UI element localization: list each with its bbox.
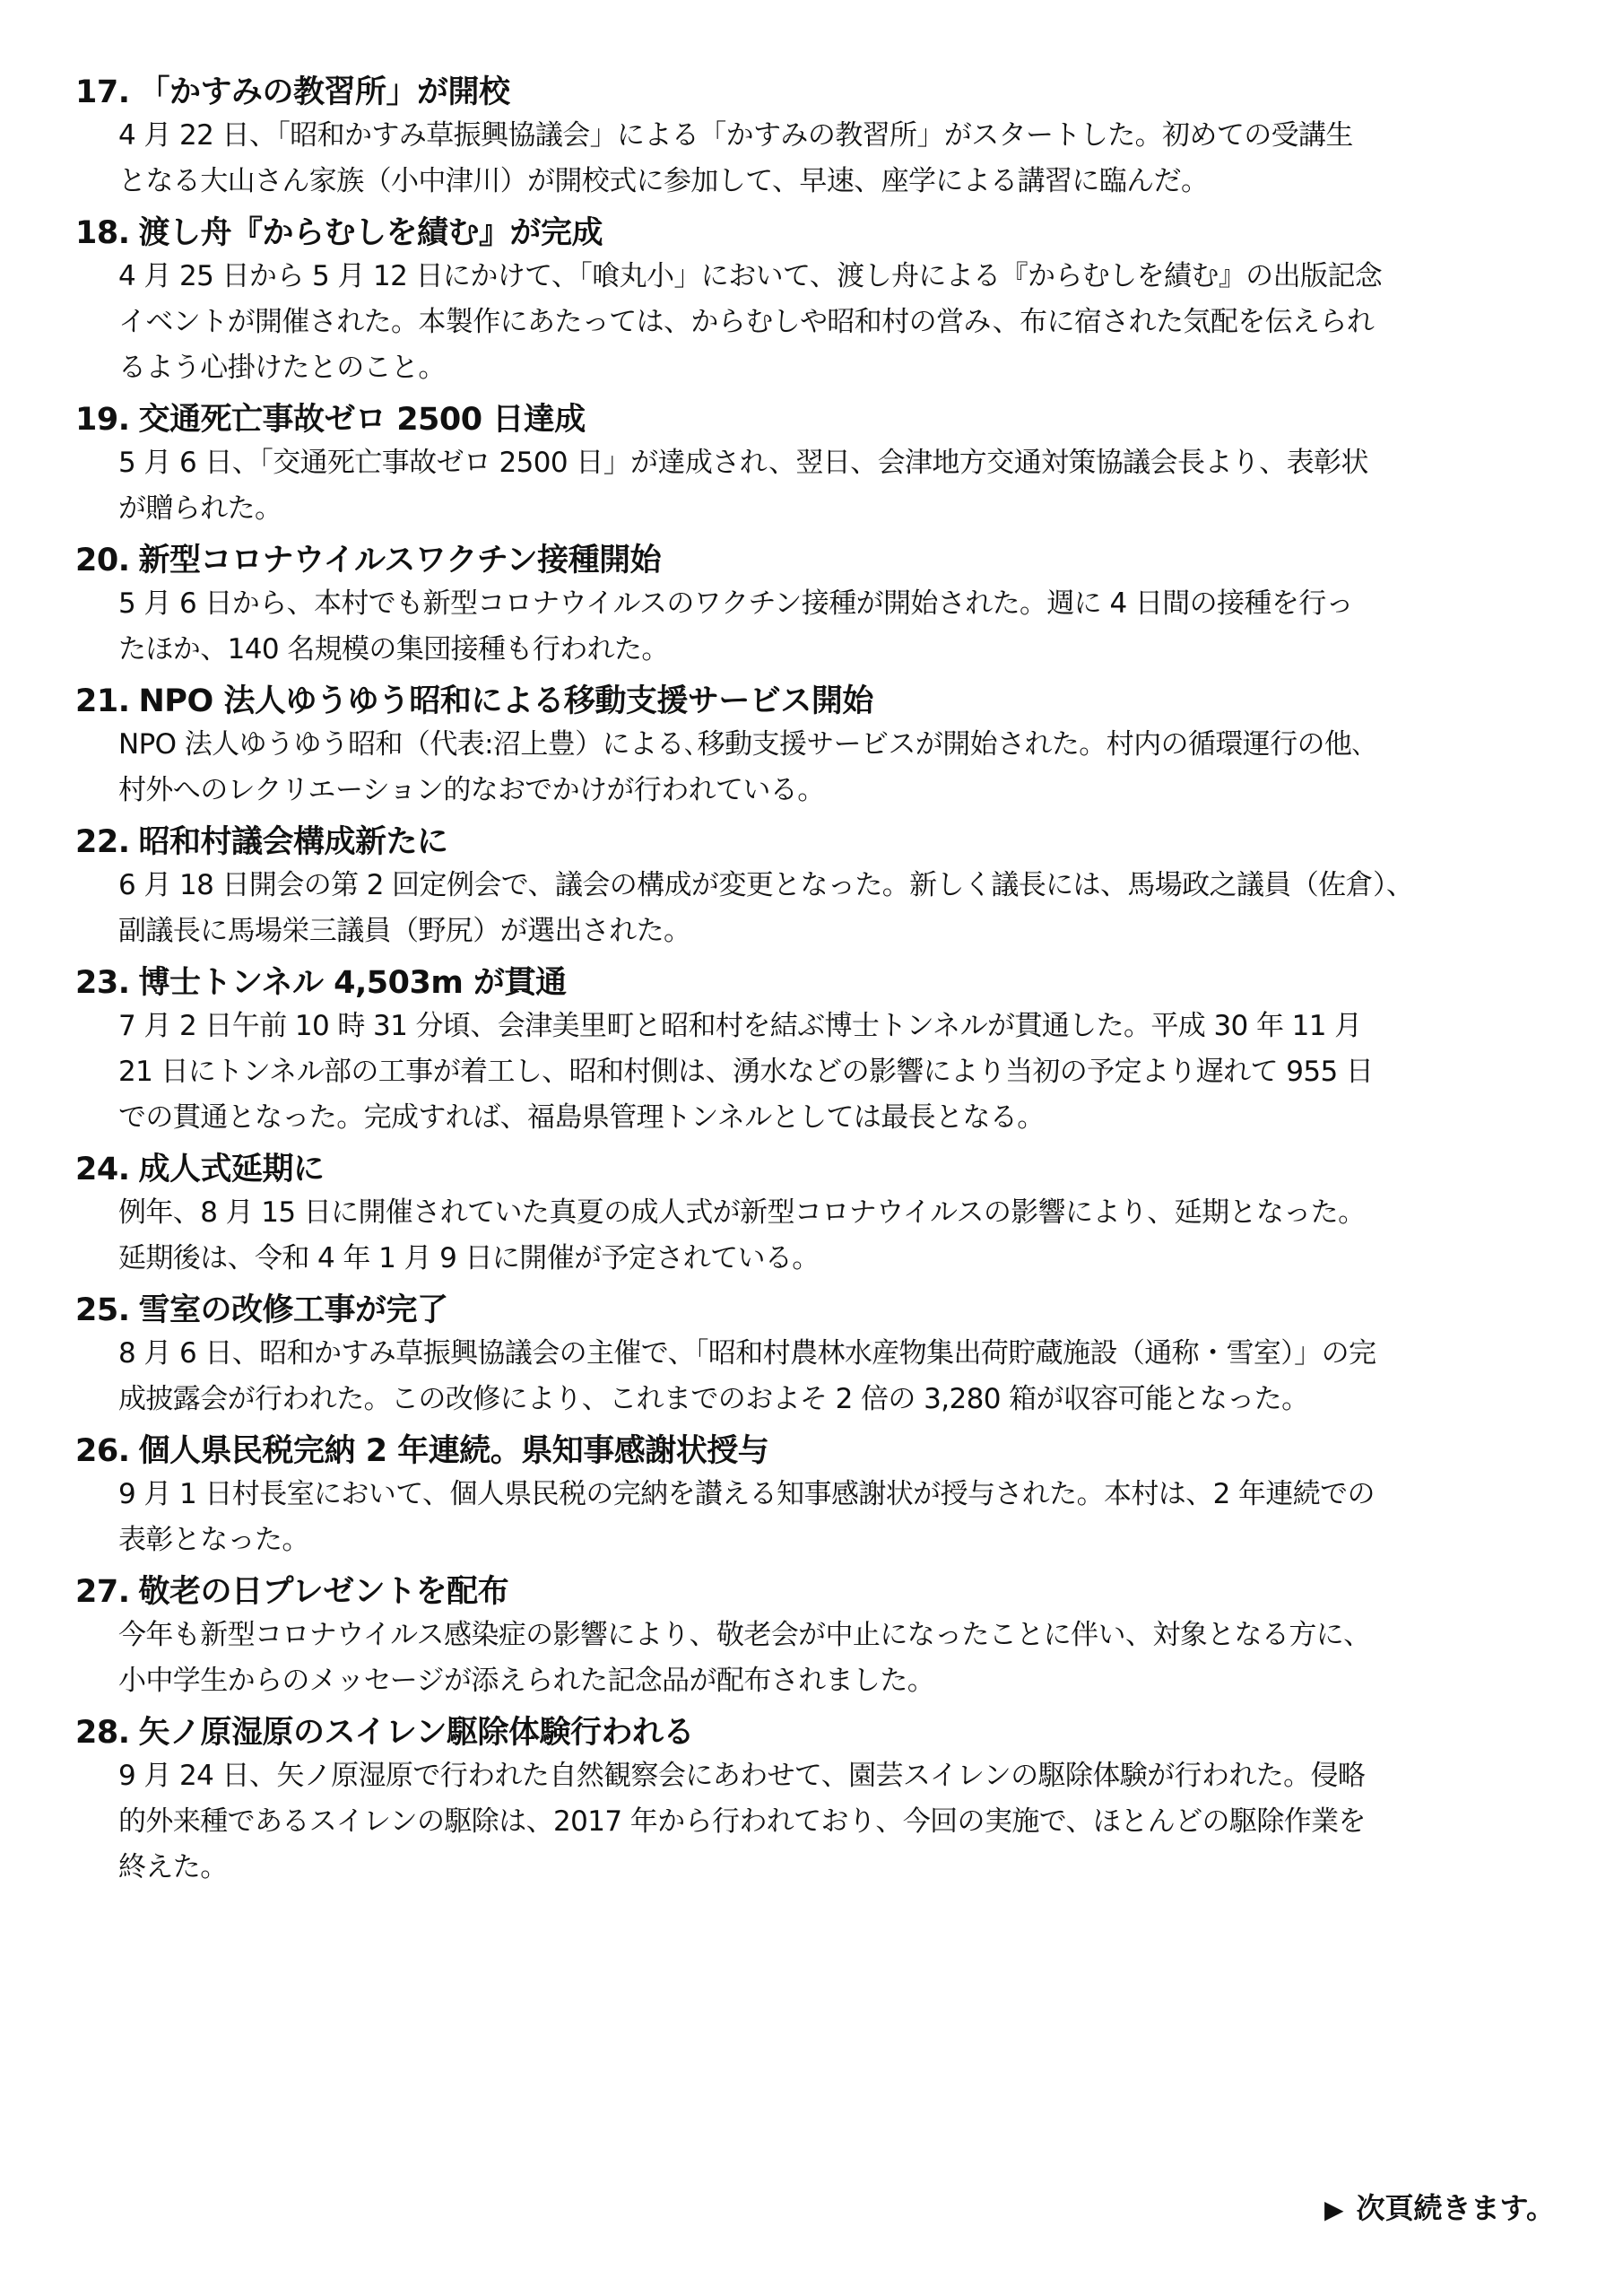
news-item-body [118, 1472, 1623, 1563]
news-item-body [118, 1613, 1623, 1704]
news-item-body-line: るよう心掛けたとのこと。 [118, 352, 446, 384]
news-item-body [118, 1004, 1623, 1141]
continue-note [1324, 2188, 1555, 2230]
news-item-title [75, 72, 1564, 113]
news-item-title [75, 1712, 1564, 1753]
news-item-number: 25. [75, 1292, 130, 1328]
news-item-body [118, 722, 1623, 813]
news-item [75, 822, 1564, 954]
news-item-heading: 成人式延期に [138, 1152, 325, 1187]
news-item-number: 21. [75, 683, 130, 719]
news-item-body [118, 1753, 1623, 1891]
news-item-body-line: 4 月 25 日から 5 月 12 日にかけて、「喰丸小」において、渡し舟による『からむしを績む』の出版記念 [118, 260, 1383, 292]
news-item-number: 23. [75, 965, 130, 1001]
news-item-heading: 昭和村議会構成新たに [138, 824, 448, 860]
news-item-body-line: 今年も新型コロナウイルス感染症の影響により、敬老会が中止になったことに伴い、対象となる方に、 [118, 1619, 1371, 1651]
news-item-number: 28. [75, 1715, 130, 1751]
news-item-body-line: 小中学生からのメッセージが添えられた記念品が配布されました。 [118, 1665, 935, 1697]
news-item-title [75, 1571, 1564, 1613]
news-item-heading: 「かすみの教習所」が開校 [138, 74, 510, 110]
news-item-heading: 矢ノ原湿原のスイレン駆除体験行われる [138, 1715, 694, 1751]
news-item-list [75, 72, 1564, 1899]
news-item-title [75, 962, 1564, 1004]
news-item-body-line: が贈られた。 [118, 492, 282, 525]
news-item-number: 17. [75, 74, 130, 110]
news-item-body [118, 863, 1623, 954]
news-item-heading: NPO 法人ゆうゆう昭和による移動支援サービス開始 [138, 683, 873, 719]
news-item-body-line: たほか、140 名規模の集団接種も行われた。 [118, 633, 669, 665]
news-item-body [118, 440, 1623, 532]
news-item-title [75, 1431, 1564, 1472]
news-item-body [118, 254, 1623, 391]
continue-text: 次頁続きます。 [1356, 2191, 1555, 2225]
news-item-body-line: となる大山さん家族（小中津川）が開校式に参加して、早速、座学による講習に臨んだ。 [118, 165, 1209, 197]
news-item-body-line: 例年、8 月 15 日に開催されていた真夏の成人式が新型コロナウイルスの影響により、延期となった。 [118, 1196, 1366, 1229]
news-item-heading: 敬老の日プレゼントを配布 [138, 1574, 509, 1610]
news-item-body-line: 5 月 6 日から、本村でも新型コロナウイルスのワクチン接種が開始された。週に 4 日間の接種を行っ [118, 587, 1354, 620]
news-item-body-line: 5 月 6 日、「交通死亡事故ゼロ 2500 日」が達成され、翌日、会津地方交通対策協議会長より、表彰状 [118, 447, 1368, 479]
news-item [75, 1712, 1564, 1891]
news-item-title [75, 822, 1564, 863]
news-item [75, 1571, 1564, 1704]
news-item-heading: 渡し舟『からむしを績む』が完成 [138, 215, 603, 251]
news-item [75, 962, 1564, 1141]
news-item [75, 213, 1564, 391]
news-item-body-line: 終えた。 [118, 1851, 228, 1883]
news-item-number: 22. [75, 824, 130, 860]
news-item-heading: 博士トンネル 4,503m が貫通 [138, 965, 567, 1001]
news-item [75, 1149, 1564, 1282]
news-item-heading: 個人県民税完納 2 年連続。県知事感謝状授与 [138, 1433, 769, 1469]
news-item [75, 1290, 1564, 1422]
news-item-body-line: 8 月 6 日、昭和かすみ草振興協議会の主催で、「昭和村農林水産物集出荷貯蔵施設（通称・雪室）」の完 [118, 1337, 1376, 1370]
news-item-body-line: 成披露会が行われた。この改修により、これまでのおよそ 2 倍の 3,280 箱が収容可能となった。 [118, 1383, 1309, 1415]
news-item-body-line: 21 日にトンネル部の工事が着工し、昭和村側は、湧水などの影響により当初の予定より遅れて 955 日 [118, 1056, 1374, 1088]
news-item-heading: 交通死亡事故ゼロ 2500 日達成 [138, 402, 586, 438]
news-item-body-line: 副議長に馬場栄三議員（野尻）が選出された。 [118, 915, 691, 947]
news-item-body-line: イベントが開催された。本製作にあたっては、からむしや昭和村の営み、布に宿された気配を伝えられ [118, 306, 1375, 338]
news-item-number: 18. [75, 215, 130, 251]
news-item-body-line: 7 月 2 日午前 10 時 31 分頃、会津美里町と昭和村を結ぶ博士トンネルが貫通した。平成 30 年 11 月 [118, 1010, 1362, 1042]
news-item-number: 26. [75, 1433, 130, 1469]
news-item [75, 72, 1564, 204]
news-item-body-line: 9 月 24 日、矢ノ原湿原で行われた自然観察会にあわせて、園芸スイレンの駆除体験が行われた。侵略 [118, 1760, 1366, 1792]
news-item-title [75, 681, 1564, 722]
news-item-body-line: NPO 法人ゆうゆう昭和（代表:沼上豊）による､移動支援サービスが開始された。村内の循環運行の他､ [118, 728, 1366, 761]
news-item-body [118, 581, 1623, 673]
news-item [75, 1431, 1564, 1563]
news-item-body-line: 6 月 18 日開会の第 2 回定例会で、議会の構成が変更となった。新しく議長には、馬場政之議員（佐倉）、 [118, 869, 1414, 901]
news-item-title [75, 399, 1564, 440]
news-item-body-line: 9 月 1 日村長室において、個人県民税の完納を讃える知事感謝状が授与された。本村は、2 年連続での [118, 1478, 1375, 1510]
news-item-body [118, 1190, 1623, 1282]
news-item-body [118, 113, 1623, 204]
news-item-number: 27. [75, 1574, 130, 1610]
news-item-title [75, 1290, 1564, 1331]
news-item-body-line: 表彰となった。 [118, 1524, 309, 1556]
news-item-number: 20. [75, 543, 130, 578]
news-item-heading: 新型コロナウイルスワクチン接種開始 [138, 543, 662, 578]
news-item-body-line: 4 月 22 日、「昭和かすみ草振興協議会」による「かすみの教習所」がスタートした。初めての受講生 [118, 119, 1353, 152]
news-item-body [118, 1331, 1623, 1422]
news-item-body-line: 的外来種であるスイレンの駆除は、2017 年から行われており、今回の実施で、ほとんどの駆除作業を [118, 1805, 1366, 1838]
news-item-title [75, 1149, 1564, 1190]
news-item-title [75, 540, 1564, 581]
news-item-number: 24. [75, 1152, 130, 1187]
news-item-number: 19. [75, 402, 130, 438]
news-item-body-line: 村外へのレクリエーション的なおでかけが行われている。 [118, 774, 825, 806]
news-item [75, 540, 1564, 673]
news-item-body-line: 延期後は、令和 4 年 1 月 9 日に開催が予定されている。 [118, 1242, 820, 1274]
news-item [75, 681, 1564, 813]
right-triangle-icon: ▶ [1324, 2195, 1344, 2224]
news-item-body-line: での貫通となった。完成すれば、福島県管理トンネルとしては最長となる。 [118, 1101, 1045, 1134]
news-item-heading: 雪室の改修工事が完了 [138, 1292, 448, 1328]
news-item [75, 399, 1564, 532]
news-item-title [75, 213, 1564, 254]
